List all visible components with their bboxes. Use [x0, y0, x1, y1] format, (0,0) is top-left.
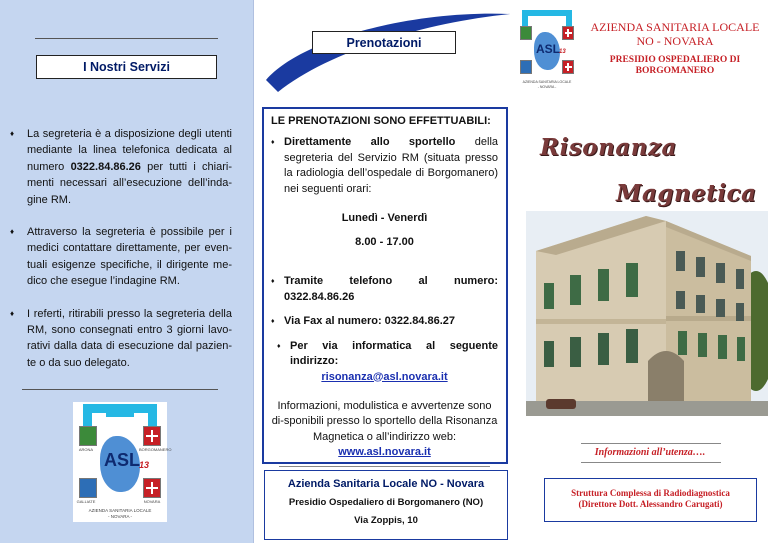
list-item: ♦ I referti, ritirabili presso la segreteria della RM, sono consegnati entro 3 giorni lavo-rativi dalla data di esecuzione dal pazien-te o da suo delegato.	[10, 306, 232, 372]
list-item: ♦ Direttamente allo sportello della segreteria del Servizio RM (situata presso la radiologia dell’ospedale di Borgomanero) nei seguenti orari:	[271, 135, 498, 197]
department-box: Struttura Complessa di Radiodiagnostica (Direttore Dott. Alessandro Carugati)	[544, 478, 757, 522]
list-item: ♦ Attraverso la segreteria è possibile per i medici contattare direttamente, per even-tuali esigenze specifiche, il dirigente me-dico che esegue l’indagine RM.	[10, 224, 232, 290]
list-item: ♦ La segreteria è a disposizione degli utenti mediante la linea telefonica dedicata al numero 0322.84.86.26 per tutti i chiari-menti necessari all’esecuzione dell’inda-gine RM.	[10, 126, 232, 208]
asl-logo-icon: ASL 13 AZIENDA SANITARIA LOCALE - NOVARA -	[516, 8, 578, 92]
list-item: ♦ Via Fax al numero: 0322.84.86.27	[271, 314, 498, 330]
list-item: ♦ Tramite telefono al numero: 0322.84.86.26	[271, 274, 498, 305]
hospital-photo	[526, 211, 768, 416]
info-utenza: Informazioni all’utenza….	[594, 447, 706, 458]
list-item: ♦ Per via informatica al seguente indirizzo:	[277, 339, 498, 370]
booking-heading: LE PRENOTAZIONI SONO EFFETTUABILI:	[271, 115, 491, 127]
divider	[279, 466, 490, 467]
asl-logo-icon: ASL 13 ARONA BORGOMANERO GALLIATE NOVARA AZIENDA SANITARIA LOCALE - NOVARA -	[73, 402, 167, 522]
services-title: I Nostri Servizi	[36, 55, 217, 79]
title-risonanza: Risonanza	[540, 134, 677, 161]
info-text: Informazioni, modulistica e avvertenze sono di-sponibili presso lo sportello della Risonanza Magnetica o all’indirizzo web:	[271, 399, 498, 443]
presidio-title: PRESIDIO OSPEDALIERO DI BORGOMANERO	[609, 55, 741, 76]
phone-number: 0322.84.86.26	[70, 160, 141, 173]
prenotazioni-title: Prenotazioni	[312, 31, 456, 54]
opening-hours: 8.00 - 17.00	[355, 236, 414, 248]
website-link[interactable]: www.asl.novara.it	[338, 446, 431, 458]
divider	[581, 462, 721, 463]
org-name: Azienda Sanitaria Locale NO - Novara	[287, 478, 485, 490]
services-list	[10, 126, 232, 387]
divider	[581, 443, 721, 444]
presidio-name: Presidio Ospedaliero di Borgomanero (NO)	[288, 497, 484, 508]
booking-box	[262, 107, 508, 464]
title-magnetica: Magnetica	[616, 180, 757, 207]
org-title: AZIENDA SANITARIA LOCALE NO - NOVARA	[590, 20, 760, 48]
address-box	[264, 470, 508, 540]
email-link[interactable]: risonanza@asl.novara.it	[321, 370, 448, 383]
divider	[35, 38, 218, 39]
divider	[22, 389, 218, 390]
left-panel	[0, 0, 254, 543]
address: Via Zoppis, 10	[354, 515, 418, 526]
opening-days: Lunedì - Venerdì	[341, 212, 428, 224]
